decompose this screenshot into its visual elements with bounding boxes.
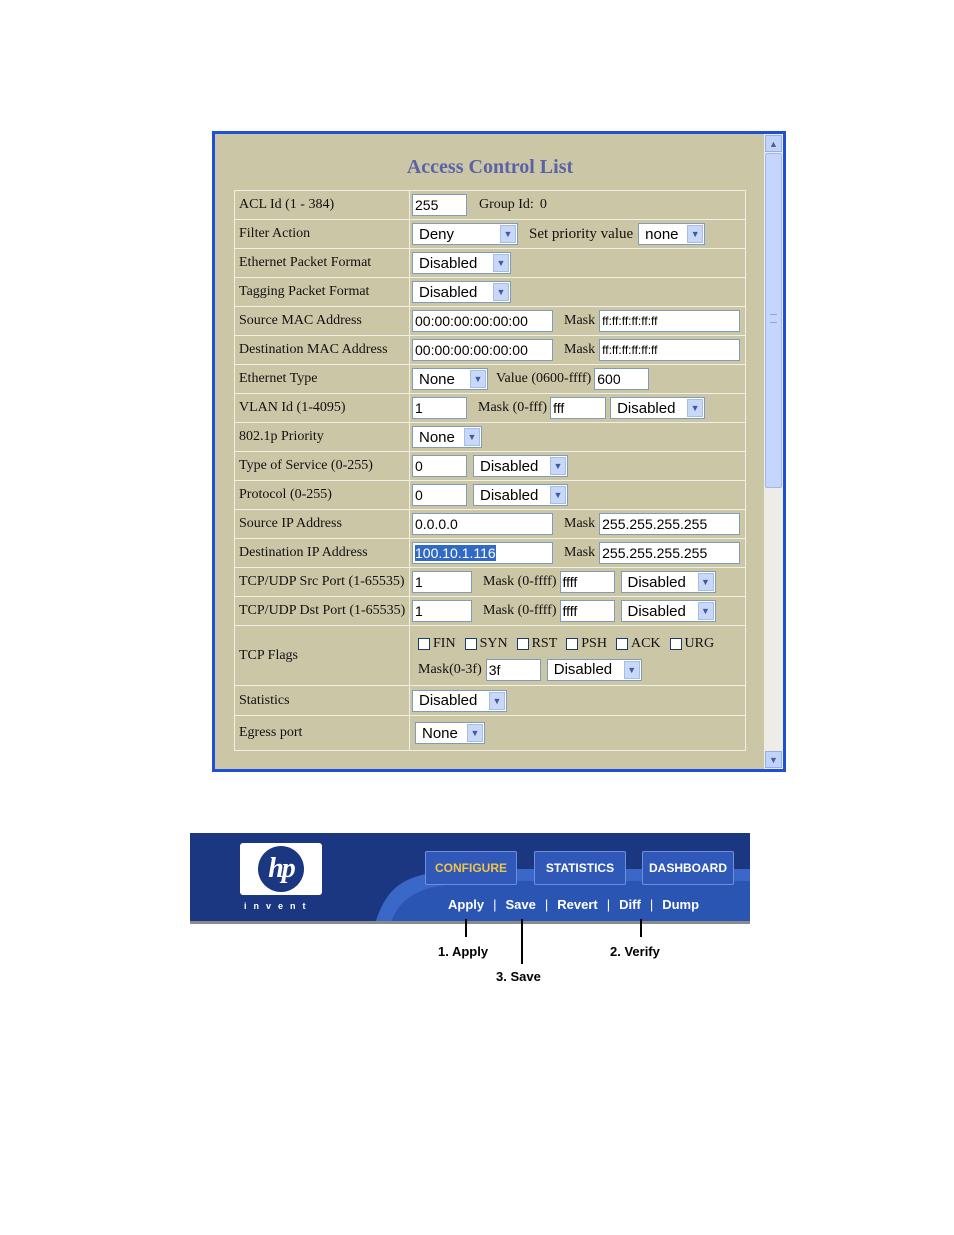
chevron-down-icon: ▼ [698, 602, 714, 620]
row-statistics [235, 686, 746, 716]
filter-action-select[interactable]: Deny ▼ [412, 223, 518, 245]
dst-ip-mask-input[interactable]: 255.255.255.255 [599, 542, 740, 564]
vertical-scrollbar[interactable] [764, 134, 783, 769]
priority-select[interactable]: none ▼ [638, 223, 705, 245]
src-ip-label: Source IP Address [235, 510, 410, 539]
flag-syn[interactable]: SYN [465, 636, 508, 652]
row-priority [235, 423, 746, 452]
row-vlan [235, 394, 746, 423]
tos-state-select[interactable]: Disabled ▼ [473, 455, 568, 477]
dst-port-state-select[interactable]: Disabled ▼ [621, 600, 716, 622]
tcp-flags-mask-label: Mask(0-3f) [418, 661, 482, 677]
protocol-state-select[interactable]: Disabled ▼ [473, 484, 568, 506]
src-mac-mask-label: Mask [564, 313, 596, 328]
dump-link[interactable]: Dump [662, 897, 700, 912]
src-port-state-select[interactable]: Disabled ▼ [621, 571, 716, 593]
chevron-down-icon: ▼ [464, 428, 480, 446]
eth-format-select[interactable]: Disabled ▼ [412, 252, 511, 274]
dst-ip-label: Destination IP Address [235, 539, 410, 568]
src-ip-mask-input[interactable]: 255.255.255.255 [599, 513, 740, 535]
verify-callout-line [640, 919, 642, 937]
apply-callout-line [465, 919, 467, 937]
nav-dashboard-button[interactable]: DASHBOARD [642, 851, 734, 885]
vlan-mask-input[interactable]: fff [550, 397, 606, 419]
dst-port-label: TCP/UDP Dst Port (1-65535) [235, 597, 410, 626]
egress-label: Egress port [235, 716, 410, 751]
group-id-label: Group Id: [479, 197, 534, 212]
src-mac-label: Source MAC Address [235, 307, 410, 336]
chevron-down-icon: ▼ [467, 724, 483, 742]
row-protocol [235, 481, 746, 510]
acl-window [212, 131, 786, 772]
tcp-flags-label: TCP Flags [235, 626, 410, 686]
checkbox[interactable] [616, 638, 628, 650]
chevron-down-icon: ▼ [550, 457, 566, 475]
vlan-label: VLAN Id (1-4095) [235, 394, 410, 423]
eth-type-select[interactable]: None ▼ [412, 368, 488, 390]
dst-mac-mask-input[interactable]: ff:ff:ff:ff:ff:ff [599, 339, 740, 361]
chevron-down-icon: ▼ [550, 486, 566, 504]
tos-label: Type of Service (0-255) [235, 452, 410, 481]
chevron-down-icon: ▼ [493, 283, 509, 301]
eth-type-value-input[interactable]: 600 [594, 368, 649, 390]
dst-port-input[interactable]: 1 [412, 600, 472, 622]
vlan-state-select[interactable]: Disabled ▼ [610, 397, 705, 419]
src-ip-input[interactable]: 0.0.0.0 [412, 513, 553, 535]
tcp-flags-state-select[interactable]: Disabled ▼ [547, 659, 642, 681]
src-port-mask-input[interactable]: ffff [560, 571, 615, 593]
chevron-down-icon: ▼ [624, 661, 640, 679]
eth-format-label: Ethernet Packet Format [235, 249, 410, 278]
nav-statistics-button[interactable]: STATISTICS [534, 851, 626, 885]
statistics-label: Statistics [235, 686, 410, 716]
checkbox[interactable] [418, 638, 430, 650]
flag-urg[interactable]: URG [670, 636, 715, 652]
row-src-port [235, 568, 746, 597]
page-title: Access Control List [406, 156, 574, 178]
row-eth-format [235, 249, 746, 278]
hp-logo [240, 843, 322, 895]
src-port-label: TCP/UDP Src Port (1-65535) [235, 568, 410, 597]
statistics-select[interactable]: Disabled ▼ [412, 690, 507, 712]
filter-action-label: Filter Action [235, 220, 410, 249]
dst-mac-label: Destination MAC Address [235, 336, 410, 365]
action-links: Apply | Save | Revert | Diff | Dump [448, 897, 700, 912]
group-id-value: 0 [539, 197, 547, 212]
verify-callout-label: 2. Verify [610, 944, 660, 959]
dst-ip-mask-label: Mask [564, 545, 596, 560]
tag-format-select[interactable]: Disabled ▼ [412, 281, 511, 303]
save-link[interactable]: Save [505, 897, 536, 912]
apply-link[interactable]: Apply [448, 897, 485, 912]
scroll-thumb[interactable] [765, 153, 782, 488]
chevron-down-icon: ▼ [500, 225, 516, 243]
vlan-input[interactable]: 1 [412, 397, 467, 419]
chevron-down-icon: ▼ [687, 225, 703, 243]
src-ip-mask-label: Mask [564, 516, 596, 531]
chevron-down-icon: ▼ [687, 399, 703, 417]
save-callout-label: 3. Save [496, 969, 541, 984]
chevron-down-icon: ▼ [489, 692, 505, 710]
row-dst-mac [235, 336, 746, 365]
protocol-input[interactable]: 0 [412, 484, 467, 506]
tcp-flags-checkboxes [418, 631, 745, 657]
src-port-input[interactable]: 1 [412, 571, 472, 593]
nav-configure-button[interactable]: CONFIGURE [425, 851, 517, 885]
flag-psh[interactable]: PSH [566, 636, 607, 652]
chevron-down-icon: ▼ [493, 254, 509, 272]
acl-form-table [234, 190, 746, 751]
checkbox[interactable] [517, 638, 529, 650]
eth-type-value-label: Value (0600-ffff) [496, 371, 592, 386]
hp-logo-mark: hp [258, 846, 304, 892]
protocol-label: Protocol (0-255) [235, 481, 410, 510]
priority-8021p-select[interactable]: None ▼ [412, 426, 482, 448]
row-dst-ip [235, 539, 746, 568]
tcp-flags-mask-input[interactable]: 3f [486, 659, 541, 681]
checkbox[interactable] [566, 638, 578, 650]
flag-ack[interactable]: ACK [616, 636, 661, 652]
src-mac-mask-input[interactable]: ff:ff:ff:ff:ff:ff [599, 310, 740, 332]
checkbox[interactable] [465, 638, 477, 650]
hp-tagline: invent [244, 901, 313, 911]
row-egress [235, 716, 746, 751]
eth-type-label: Ethernet Type [235, 365, 410, 394]
revert-link[interactable]: Revert [557, 897, 598, 912]
scroll-down-arrow-icon[interactable]: ▼ [765, 751, 782, 768]
chevron-down-icon: ▼ [470, 370, 486, 388]
row-tag-format [235, 278, 746, 307]
flag-fin[interactable]: FIN [418, 636, 456, 652]
scroll-up-arrow-icon[interactable]: ▲ [765, 135, 782, 152]
vlan-mask-label: Mask (0-fff) [478, 400, 548, 415]
dst-port-mask-label: Mask (0-ffff) [483, 603, 557, 618]
tos-input[interactable]: 0 [412, 455, 467, 477]
priority-8021p-label: 802.1p Priority [235, 423, 410, 452]
diff-link[interactable]: Diff [619, 897, 641, 912]
apply-callout-label: 1. Apply [438, 944, 489, 959]
egress-select[interactable]: None ▼ [415, 722, 485, 744]
src-mac-input[interactable]: 00:00:00:00:00:00 [412, 310, 553, 332]
save-callout-line [521, 919, 523, 964]
acl-id-input[interactable]: 255 [412, 194, 467, 216]
dst-ip-input[interactable]: 100.10.1.116 [412, 542, 553, 564]
priority-label: Set priority value [529, 225, 634, 242]
row-src-ip [235, 510, 746, 539]
row-filter-action [235, 220, 746, 249]
row-eth-type [235, 365, 746, 394]
row-dst-port [235, 597, 746, 626]
row-src-mac [235, 307, 746, 336]
flag-rst[interactable]: RST [517, 636, 558, 652]
dst-mac-input[interactable]: 00:00:00:00:00:00 [412, 339, 553, 361]
row-tos [235, 452, 746, 481]
src-port-mask-label: Mask (0-ffff) [483, 574, 557, 589]
row-tcp-flags [235, 626, 746, 686]
checkbox[interactable] [670, 638, 682, 650]
dst-mac-mask-label: Mask [564, 342, 596, 357]
chevron-down-icon: ▼ [698, 573, 714, 591]
hp-toolbar [190, 833, 750, 924]
grip-icon [770, 314, 777, 323]
row-acl-id [235, 191, 746, 220]
acl-id-label: ACL Id (1 - 384) [235, 191, 410, 220]
dst-port-mask-input[interactable]: ffff [560, 600, 615, 622]
tag-format-label: Tagging Packet Format [235, 278, 410, 307]
